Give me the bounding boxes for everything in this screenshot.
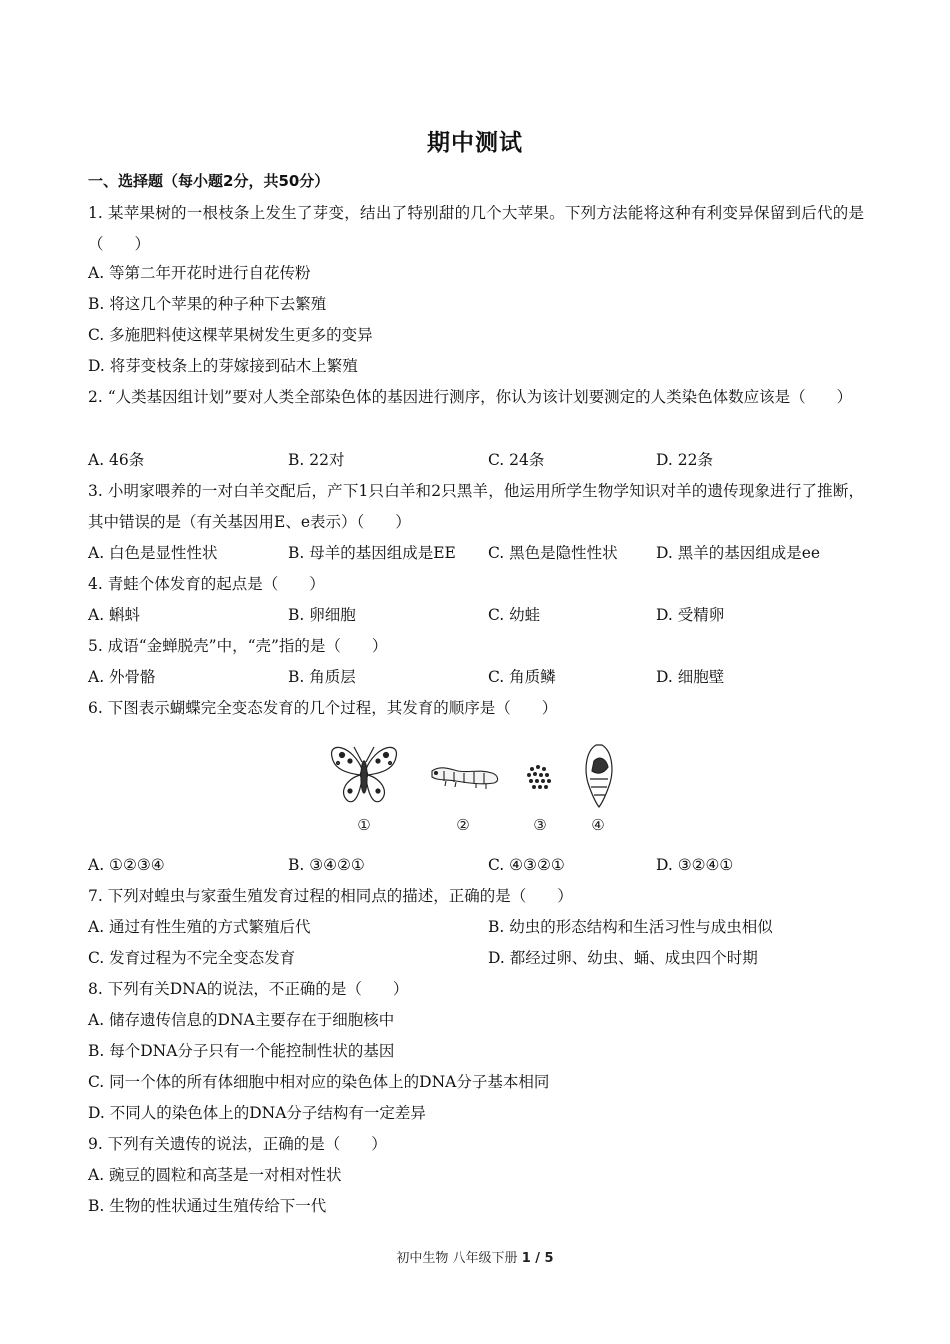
butterfly-illustration bbox=[332, 747, 397, 802]
question-3-stem: 3. 小明家喂养的一对白羊交配后，产下1只白羊和2只黑羊，他运用所学生物学知识对羊的遗传现象进行了推断，其中错误的是（有关基因用E、e表示）（ ） bbox=[88, 482, 864, 531]
larva-illustration bbox=[432, 768, 498, 789]
question-8-option-a: A. 储存遗传信息的DNA主要存在于细胞核中 bbox=[88, 1011, 395, 1029]
question-1-option-a: A. 等第二年开花时进行自花传粉 bbox=[88, 264, 311, 282]
question-6-option-d: D. ③②④① bbox=[656, 856, 734, 874]
question-3-option-c: C. 黑色是隐性性状 bbox=[488, 544, 618, 562]
question-1-stem: 1. 某苹果树的一根枝条上发生了芽变，结出了特别甜的几个大苹果。下列方法能将这种有利变异保留到后代的是（ ） bbox=[88, 204, 864, 253]
question-9-stem: 9. 下列有关遗传的说法，正确的是（ ） bbox=[88, 1135, 387, 1153]
question-4-stem: 4. 青蛙个体发育的起点是（ ） bbox=[88, 575, 325, 593]
question-6-option-b: B. ③④②① bbox=[288, 856, 365, 874]
question-2-option-d: D. 22条 bbox=[656, 451, 713, 469]
question-3-option-d: D. 黑羊的基因组成是ee bbox=[656, 544, 821, 562]
question-7-stem: 7. 下列对蝗虫与家蚕生殖发育过程的相同点的描述，正确的是（ ） bbox=[88, 887, 573, 905]
question-5-option-c: C. 角质鳞 bbox=[488, 668, 556, 686]
question-1-option-d: D. 将芽变枝条上的芽嫁接到砧木上繁殖 bbox=[88, 357, 358, 375]
question-2-option-c: C. 24条 bbox=[488, 451, 545, 469]
figure-label-2: ② bbox=[456, 816, 470, 834]
question-2-option-b: B. 22对 bbox=[288, 451, 345, 469]
question-6-option-a: A. ①②③④ bbox=[88, 856, 165, 874]
eggs-illustration bbox=[527, 765, 551, 789]
question-3-option-b: B. 母羊的基因组成是EE bbox=[288, 544, 456, 562]
section-heading: 一、选择题（每小题2分，共50分） bbox=[88, 172, 330, 190]
figure-label-4: ④ bbox=[591, 816, 605, 834]
question-7-option-d: D. 都经过卵、幼虫、蛹、成虫四个时期 bbox=[488, 949, 758, 967]
question-9-option-b: B. 生物的性状通过生殖传给下一代 bbox=[88, 1197, 327, 1215]
question-6-option-c: C. ④③②① bbox=[488, 856, 565, 874]
question-1-option-c: C. 多施肥料使这棵苹果树发生更多的变异 bbox=[88, 326, 373, 344]
question-8-option-d: D. 不同人的染色体上的DNA分子结构有一定差异 bbox=[88, 1104, 426, 1122]
page-number: 1 / 5 bbox=[521, 1251, 554, 1266]
footer-text: 初中生物 八年级下册 bbox=[396, 1251, 522, 1266]
pupa-illustration bbox=[586, 745, 612, 807]
question-2-option-a: A. 46条 bbox=[88, 451, 145, 469]
figure-label-1: ① bbox=[357, 816, 371, 834]
figure-label-3: ③ bbox=[533, 816, 547, 834]
butterfly-lifecycle-figure bbox=[300, 735, 640, 840]
question-3-option-a: A. 白色是显性性状 bbox=[88, 544, 218, 562]
question-4-option-c: C. 幼蛙 bbox=[488, 606, 541, 624]
question-1-option-b: B. 将这几个苹果的种子种下去繁殖 bbox=[88, 295, 327, 313]
question-7-option-a: A. 通过有性生殖的方式繁殖后代 bbox=[88, 918, 311, 936]
question-5-option-d: D. 细胞壁 bbox=[656, 668, 725, 686]
question-9-option-a: A. 豌豆的圆粒和高茎是一对相对性状 bbox=[88, 1166, 342, 1184]
question-8-stem: 8. 下列有关DNA的说法，不正确的是（ ） bbox=[88, 980, 409, 998]
question-7-option-b: B. 幼虫的形态结构和生活习性与成虫相似 bbox=[488, 918, 773, 936]
question-5-option-a: A. 外骨骼 bbox=[88, 668, 156, 686]
question-5-stem: 5. 成语“金蝉脱壳”中，“壳”指的是（ ） bbox=[88, 637, 388, 655]
question-6-stem: 6. 下图表示蝴蝶完全变态发育的几个过程，其发育的顺序是（ ） bbox=[88, 699, 558, 717]
question-2-stem: 2. “人类基因组计划”要对人类全部染色体的基因进行测序，你认为该计划要测定的人类染色体数应该是（ ） bbox=[88, 388, 853, 406]
question-8-option-b: B. 每个DNA分子只有一个能控制性状的基因 bbox=[88, 1042, 395, 1060]
question-4-option-d: D. 受精卵 bbox=[656, 606, 725, 624]
question-7-option-c: C. 发育过程为不完全变态发育 bbox=[88, 949, 296, 967]
question-4-option-b: B. 卵细胞 bbox=[288, 606, 356, 624]
question-8-option-c: C. 同一个体的所有体细胞中相对应的染色体上的DNA分子基本相同 bbox=[88, 1073, 550, 1091]
page-title: 期中测试 bbox=[427, 130, 523, 156]
page-footer bbox=[0, 1247, 950, 1266]
question-5-option-b: B. 角质层 bbox=[288, 668, 356, 686]
question-4-option-a: A. 蝌蚪 bbox=[88, 606, 141, 624]
